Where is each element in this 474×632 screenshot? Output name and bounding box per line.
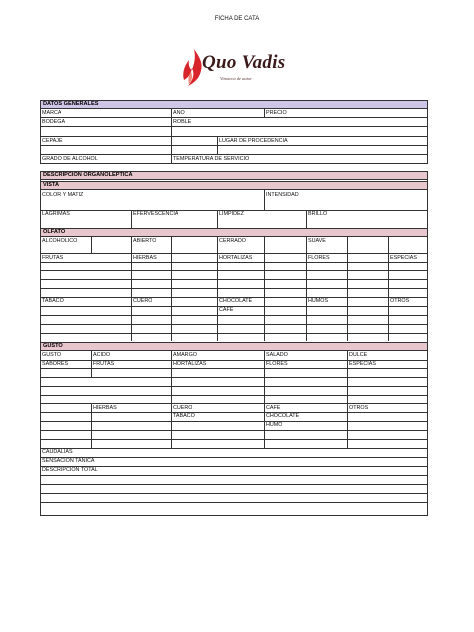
caudalias-label: CAUDALIAS	[42, 449, 73, 455]
olfato-frutas-label: FRUTAS	[42, 255, 64, 261]
intensidad-label: INTENSIDAD	[266, 192, 299, 198]
olfato-hierbas-label: HIERBAS	[133, 255, 157, 261]
temperatura-label: TEMPERATURA DE SERVICIO	[173, 156, 250, 162]
lagrimas-label: LAGRIMAS	[42, 211, 70, 217]
roble-label: ROBLE	[173, 119, 192, 125]
gusto-especias-label: ESPECIAS	[349, 361, 376, 367]
olfato-flores-label: FLORES	[308, 255, 330, 261]
organoleptic-header: DESCRIPCION ORGANOLEPTICA	[40, 171, 428, 180]
amargo-label: AMARGO	[173, 352, 197, 358]
logo-name: Quo Vadis	[202, 52, 286, 73]
gusto-header: GUSTO	[40, 342, 428, 351]
gusto-cuero-label: CUERO	[173, 405, 193, 411]
gusto-hortalizas-label: HORTALIZAS	[173, 361, 207, 367]
bodega-label: BODEGA	[42, 119, 66, 125]
gusto-chocolate-label: CHOCOLATE	[266, 413, 300, 419]
alcoholico-label: ALCOHOLICO	[42, 238, 78, 244]
gusto-frutas-label: FRUTAS	[93, 361, 115, 367]
gusto-humo-label: HUMO	[266, 422, 283, 428]
organoleptic-section	[40, 171, 428, 516]
cerrado-label: CERRADO	[219, 238, 246, 244]
gusto-tabaco-label: TABACO	[173, 413, 195, 419]
vista-header: VISTA	[40, 181, 428, 190]
olfato-otros-label: OTROS	[390, 298, 410, 304]
olfato-cuero-label: CUERO	[133, 298, 153, 304]
sensacion-tanica-label: SENSACION TANICA	[42, 458, 95, 464]
general-data-header: DATOS GENERALES	[40, 100, 428, 109]
olfato-chocolate-label: CHOCOLATE	[219, 298, 253, 304]
grado-label: GRADO DE ALCOHOL	[42, 156, 98, 162]
sabores-label: SABORES	[42, 361, 69, 367]
olfato-humos-label: HUMOS	[308, 298, 329, 304]
olfato-tabaco-label: TABACO	[42, 298, 64, 304]
logo-tagline: Vinoteca de autor	[220, 76, 252, 81]
limpidez-label: LIMPIDEZ	[219, 211, 244, 217]
gusto-flores-label: FLORES	[266, 361, 288, 367]
olfato-hortalizas-label: HORTALIZAS	[219, 255, 253, 261]
general-data-section	[40, 100, 428, 164]
gusto-label: GUSTO	[42, 352, 62, 358]
abierto-label: ABIERTO	[133, 238, 157, 244]
dulce-label: DULCE	[349, 352, 368, 358]
gusto-hierbas-label: HIERBAS	[93, 405, 117, 411]
efervescencia-label: EFERVESCENCIA	[133, 211, 179, 217]
color-label: COLOR Y MATIZ	[42, 192, 84, 198]
suave-label: SUAVE	[308, 238, 326, 244]
anio-label: AÑO	[173, 110, 185, 116]
gusto-otros-label: OTROS	[349, 405, 369, 411]
olfato-cafe-label: CAFÉ	[219, 307, 234, 313]
page-title: FICHA DE CATA	[214, 16, 260, 22]
descripcion-total-label: DESCRIPCION TOTAL	[42, 467, 98, 473]
gusto-cafe-label: CAFÉ	[266, 405, 281, 411]
brillo-label: BRILLO	[308, 211, 328, 217]
precio-label: PRECIO	[266, 110, 287, 116]
acido-label: ACIDO	[93, 352, 111, 358]
cepaje-label: CEPAJE	[42, 138, 63, 144]
salado-label: SALADO	[266, 352, 288, 358]
olfato-header: OLFATO	[40, 228, 428, 237]
lugar-label: LUGAR DE PROCEDENCIA	[219, 138, 288, 144]
brand-logo	[180, 48, 292, 90]
marca-label: MARCA	[42, 110, 62, 116]
olfato-especias-label: ESPECIAS	[390, 255, 417, 261]
